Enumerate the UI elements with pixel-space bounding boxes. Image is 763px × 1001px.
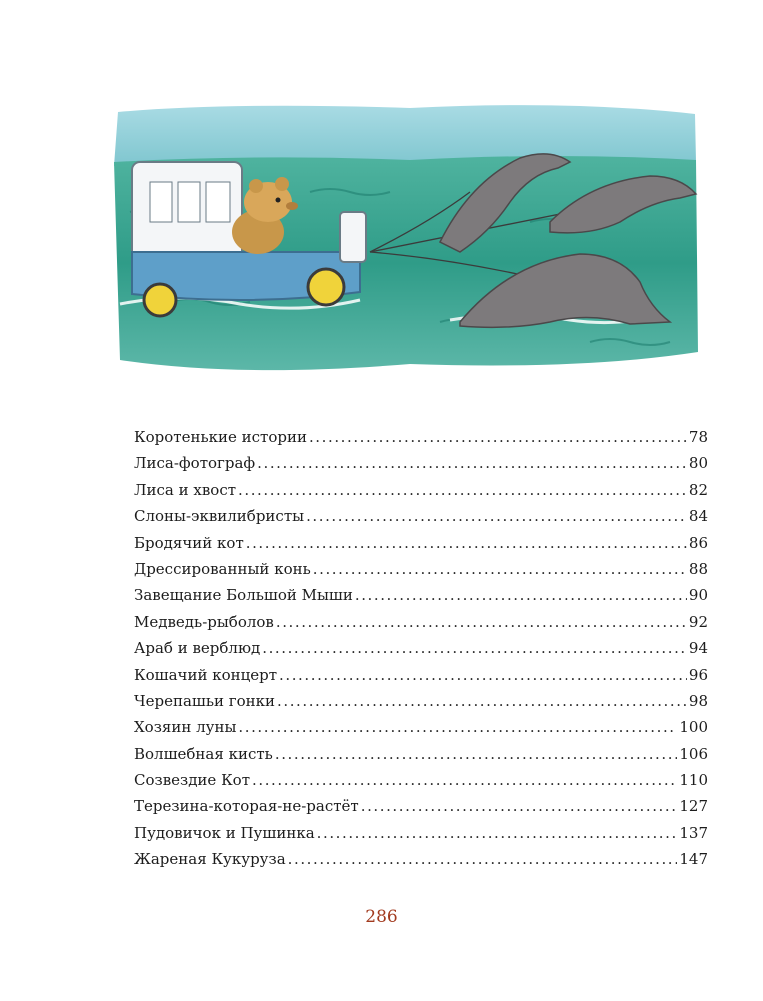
toc-entry[interactable] <box>134 635 708 661</box>
toc-entry-page: 82 <box>688 480 708 499</box>
toc-leader-dots <box>361 793 678 819</box>
toc-leader-dots <box>238 714 677 740</box>
toc-entry-page: 86 <box>688 533 708 552</box>
page-number: 286 <box>365 907 398 927</box>
toc-leader-dots <box>309 424 687 450</box>
toc-entry-page: 84 <box>688 507 708 526</box>
toc-entry[interactable] <box>134 609 708 635</box>
toc-entry-title: Кошачий концерт <box>134 665 278 684</box>
toc-leader-dots <box>252 767 677 793</box>
toc-entry[interactable] <box>134 767 708 793</box>
toc-entry-title: Волшебная кисть <box>134 744 273 763</box>
toc-entry-page: 94 <box>688 639 708 658</box>
toc-leader-dots <box>238 477 687 503</box>
toc-leader-dots <box>276 609 687 635</box>
toc-entry-page: 147 <box>679 850 708 869</box>
toc-leader-dots <box>257 450 687 476</box>
toc-leader-dots <box>275 741 678 767</box>
toc-entry[interactable] <box>134 477 708 503</box>
toc-entry[interactable] <box>134 688 708 714</box>
toc-entry-page: 96 <box>688 665 708 684</box>
toc-entry-title: Слоны-эквилибристы <box>134 507 305 526</box>
toc-entry-title: Бродячий кот <box>134 533 244 552</box>
toc-entry-title: Медведь-рыболов <box>134 612 274 631</box>
toc-leader-dots <box>313 556 687 582</box>
toc-entry-title: Дрессированный конь <box>134 559 311 578</box>
toc-leader-dots <box>279 662 687 688</box>
toc-entry-page: 98 <box>688 691 708 710</box>
toc-entry[interactable] <box>134 741 708 767</box>
toc-entry[interactable] <box>134 556 708 582</box>
toc-entry-title: Завещание Большой Мыши <box>134 586 353 605</box>
toc-entry-page: 78 <box>688 428 708 446</box>
toc-entry[interactable] <box>134 793 708 819</box>
toc-entry-page: 137 <box>679 823 708 842</box>
toc-leader-dots <box>288 846 678 872</box>
toc-leader-dots <box>246 530 687 556</box>
toc-entry-page: 80 <box>688 454 708 473</box>
table-of-contents <box>134 424 708 873</box>
toc-entry-title: Созвездие Кот <box>134 771 251 790</box>
toc-entry-page: 88 <box>688 559 708 578</box>
toc-leader-dots <box>262 635 687 661</box>
toc-entry-page: 127 <box>679 797 708 816</box>
toc-entry-page: 110 <box>679 771 708 790</box>
toc-leader-dots <box>306 503 687 529</box>
toc-entry-title: Лиса-фотограф <box>134 454 256 473</box>
toc-entry[interactable] <box>134 450 708 476</box>
toc-entry[interactable] <box>134 424 708 450</box>
toc-leader-dots <box>317 820 678 846</box>
toc-entry-title: Терезина-которая-не-растёт <box>134 797 359 816</box>
toc-entry-title: Пудовичок и Пушинка <box>134 823 315 842</box>
toc-entry[interactable] <box>134 820 708 846</box>
toc-entry[interactable] <box>134 714 708 740</box>
sea-illustration <box>110 102 700 380</box>
toc-entry-title: Хозяин луны <box>134 718 237 737</box>
toc-entry-page: 100 <box>679 718 708 737</box>
toc-entry[interactable] <box>134 662 708 688</box>
toc-leader-dots <box>355 582 687 608</box>
toc-entry-page: 92 <box>688 612 708 631</box>
toc-entry[interactable] <box>134 846 708 872</box>
toc-entry[interactable] <box>134 530 708 556</box>
toc-entry-title: Черепашьи гонки <box>134 691 276 710</box>
toc-entry-title: Лиса и хвост <box>134 480 237 499</box>
toc-entry-page: 106 <box>679 744 708 763</box>
toc-entry-page: 90 <box>688 586 708 605</box>
toc-entry[interactable] <box>134 503 708 529</box>
toc-entry-title: Коротенькие истории <box>134 428 307 446</box>
toc-leader-dots <box>277 688 687 714</box>
toc-entry-title: Жареная Кукуруза <box>134 850 286 869</box>
toc-entry-title: Араб и верблюд <box>134 639 261 658</box>
toc-entry[interactable] <box>134 582 708 608</box>
